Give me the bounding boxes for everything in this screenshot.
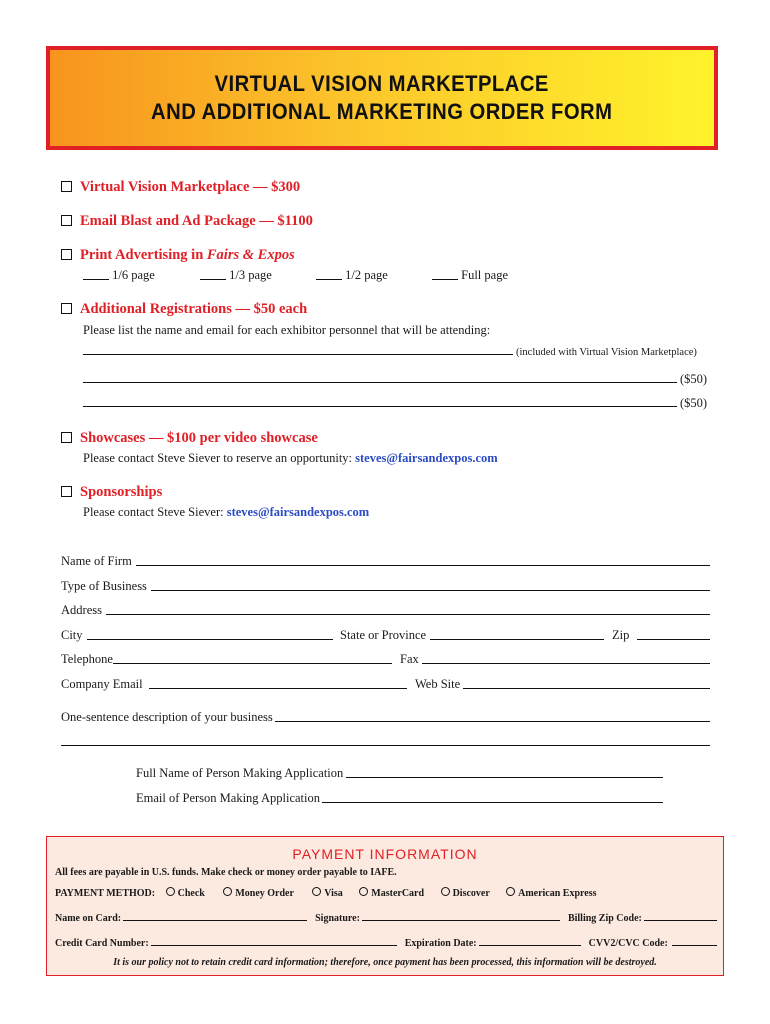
payment-method-label: PAYMENT METHOD:: [55, 888, 156, 899]
checkbox-email-blast[interactable]: [61, 215, 72, 226]
print-size-16-blank[interactable]: [83, 279, 109, 280]
showcases-email-link[interactable]: steves@fairsandexpos.com: [355, 451, 498, 465]
method-visa-label: Visa: [324, 888, 343, 899]
company-email-input[interactable]: [149, 687, 407, 689]
description-label: One-sentence description of your business: [61, 710, 273, 724]
method-mastercard-label: MasterCard: [371, 888, 425, 899]
state-field: [340, 628, 604, 643]
fax-input[interactable]: [422, 662, 710, 664]
registrant-2: [83, 372, 707, 387]
description-input[interactable]: [275, 720, 710, 722]
method-amex-label: American Express: [518, 888, 597, 899]
applicant-email-label: Email of Person Making Application: [136, 791, 321, 805]
firm-input[interactable]: [136, 564, 710, 566]
print-size-16: [83, 268, 155, 283]
cvv-label: CVV2/CVC Code:: [588, 938, 668, 949]
policy-note: It is our policy not to retain credit card information; therefore, once payment has been processed, this information will be destroyed.: [113, 957, 657, 968]
fees-note: All fees are payable in U.S. funds. Make check or money order payable to IAFE.: [55, 867, 397, 878]
fax-label: Fax: [400, 652, 419, 666]
radio-check[interactable]: [166, 887, 175, 896]
option-showcases: [61, 430, 318, 447]
registrant-3-fee: ($50): [680, 396, 708, 410]
card-number-label: Credit Card Number:: [55, 938, 149, 949]
option-additional-label: Additional Registrations — $50 each: [80, 301, 308, 317]
zip-label: Zip: [612, 628, 630, 642]
telephone-field: [61, 652, 392, 667]
applicant-email-input[interactable]: [322, 801, 663, 803]
registrant-3-field[interactable]: [83, 406, 677, 407]
firm-label: Name of Firm: [61, 554, 132, 568]
option-vvm-label: Virtual Vision Marketplace — $300: [80, 179, 301, 195]
zip-field: [612, 628, 710, 643]
registrant-1-field[interactable]: [83, 354, 513, 355]
option-print: [61, 247, 295, 264]
print-size-12: [316, 268, 388, 283]
cvv-input[interactable]: [672, 945, 717, 946]
business-type-label: Type of Business: [61, 579, 147, 593]
address-label: Address: [61, 603, 102, 617]
sponsorships-note: [83, 505, 369, 520]
title-banner: [46, 46, 718, 150]
title-line-1: VIRTUAL VISION MARKETPLACE: [214, 71, 550, 96]
print-size-full: [432, 268, 508, 283]
address-input[interactable]: [106, 613, 710, 615]
address-field: [61, 603, 710, 618]
telephone-label: Telephone: [61, 652, 113, 666]
sponsorships-note-text: Please contact Steve Siever:: [83, 505, 224, 519]
option-vvm: [61, 179, 300, 196]
radio-money-order[interactable]: [223, 887, 232, 896]
description-field: [61, 710, 710, 725]
registrant-1-note: (included with Virtual Vision Marketplace): [516, 347, 697, 358]
print-size-13: [200, 268, 272, 283]
option-sponsorships: [61, 484, 162, 501]
print-size-full-label: Full page: [461, 268, 508, 282]
applicant-name-label: Full Name of Person Making Application: [136, 766, 344, 780]
registrant-2-field[interactable]: [83, 382, 677, 383]
checkbox-showcases[interactable]: [61, 432, 72, 443]
expiration-input[interactable]: [479, 945, 581, 946]
state-input[interactable]: [430, 638, 604, 640]
company-email-label: Company Email: [61, 677, 143, 691]
city-input[interactable]: [87, 638, 333, 640]
radio-visa[interactable]: [312, 887, 321, 896]
expiration-label: Expiration Date:: [404, 938, 477, 949]
radio-discover[interactable]: [441, 887, 450, 896]
business-type-field: [61, 579, 710, 594]
zip-input[interactable]: [637, 638, 710, 640]
registrant-2-fee: ($50): [680, 372, 708, 386]
card-row-1: [55, 913, 717, 924]
city-field: [61, 628, 333, 643]
option-print-publication: Fairs & Expos: [206, 247, 295, 263]
website-field: [415, 677, 710, 692]
name-on-card-input[interactable]: [123, 920, 307, 921]
method-money-order-label: Money Order: [235, 888, 294, 899]
checkbox-print[interactable]: [61, 249, 72, 260]
name-on-card-label: Name on Card:: [55, 913, 122, 924]
method-discover-label: Discover: [452, 888, 490, 899]
registrant-1: [83, 347, 710, 358]
print-size-full-blank[interactable]: [432, 279, 458, 280]
title-line-2: AND ADDITIONAL MARKETING ORDER FORM: [151, 99, 613, 124]
checkbox-additional[interactable]: [61, 303, 72, 314]
payment-section: [46, 836, 724, 976]
fax-field: [400, 652, 710, 667]
print-size-16-label: 1/6 page: [112, 268, 155, 282]
registrant-3: [83, 396, 707, 411]
payment-heading: PAYMENT INFORMATION: [292, 846, 478, 862]
business-type-input[interactable]: [151, 589, 710, 591]
showcases-note-text: Please contact Steve Siever to reserve an opportunity:: [83, 451, 353, 465]
method-check-label: Check: [177, 888, 205, 899]
applicant-name-field: [136, 766, 663, 781]
company-email-field: [61, 677, 407, 692]
option-email-blast: [61, 213, 313, 230]
payment-method-row: [55, 887, 597, 899]
checkbox-sponsorships[interactable]: [61, 486, 72, 497]
signature-label: Signature:: [315, 913, 360, 924]
checkbox-vvm[interactable]: [61, 181, 72, 192]
sponsorships-email-link[interactable]: steves@fairsandexpos.com: [226, 505, 370, 519]
website-label: Web Site: [415, 677, 461, 691]
signature-input[interactable]: [362, 920, 560, 921]
print-size-12-blank[interactable]: [316, 279, 342, 280]
applicant-email-field: [136, 791, 663, 806]
billing-zip-input[interactable]: [644, 920, 717, 921]
website-input[interactable]: [463, 687, 710, 689]
telephone-input[interactable]: [113, 662, 392, 664]
option-email-blast-label: Email Blast and Ad Package — $1100: [80, 213, 313, 229]
showcases-note: [83, 451, 498, 466]
applicant-name-input[interactable]: [346, 776, 663, 778]
option-sponsorships-label: Sponsorships: [80, 484, 163, 500]
card-number-input[interactable]: [151, 945, 397, 946]
print-size-13-label: 1/3 page: [229, 268, 272, 282]
state-label: State or Province: [340, 628, 427, 642]
print-size-13-blank[interactable]: [200, 279, 226, 280]
option-additional: [61, 301, 307, 318]
firm-field: [61, 554, 710, 569]
option-showcases-label: Showcases — $100 per video showcase: [80, 430, 318, 446]
print-size-12-label: 1/2 page: [345, 268, 388, 282]
card-row-2: [55, 938, 717, 949]
radio-amex[interactable]: [506, 887, 515, 896]
radio-mastercard[interactable]: [359, 887, 368, 896]
description-input-line-2[interactable]: [61, 745, 710, 746]
additional-note: Please list the name and email for each exhibitor personnel that will be attending:: [83, 323, 491, 337]
city-label: City: [61, 628, 83, 642]
billing-zip-label: Billing Zip Code:: [567, 913, 642, 924]
option-print-label: Print Advertising in: [80, 247, 207, 263]
